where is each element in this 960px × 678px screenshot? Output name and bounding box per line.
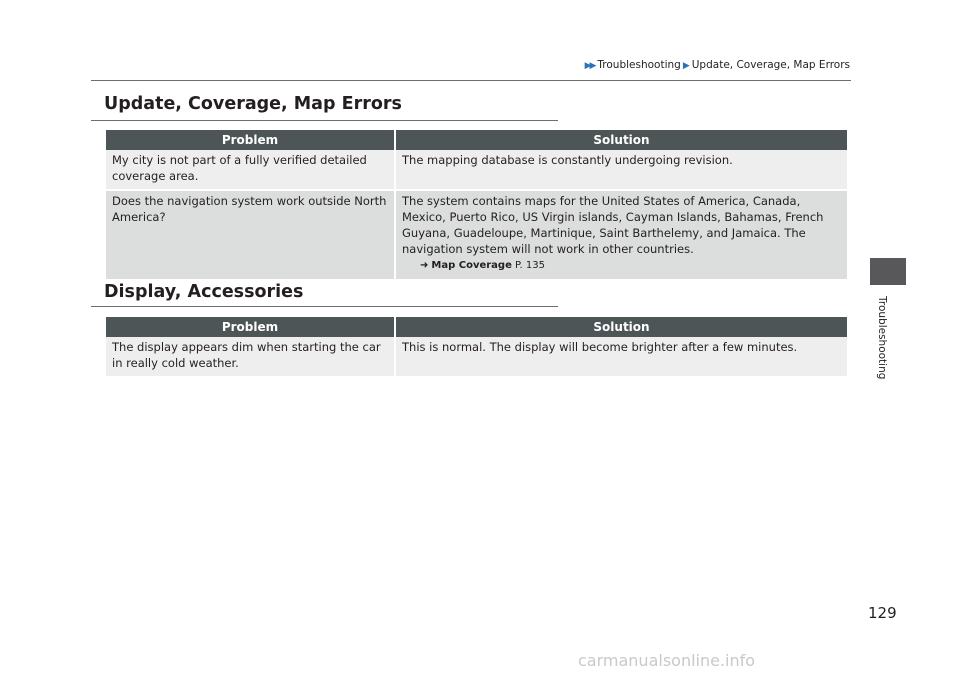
triangle-icon: ▶ [682,61,690,71]
table-row [106,190,847,279]
double-triangle-icon: ▶▶ [584,61,595,71]
chapter-side-label: Troubleshooting [876,296,888,380]
table-row [106,150,847,190]
reference-page: P. 135 [515,260,545,271]
problem-cell: My city is not part of a fully verified detailed coverage area. [106,150,395,190]
map-coverage-reference-link[interactable] [402,258,841,274]
breadcrumb-section[interactable]: Troubleshooting [597,59,681,71]
header-divider [91,80,851,81]
chapter-tab [870,258,906,285]
solution-cell [395,190,847,279]
reference-label: Map Coverage [431,260,512,271]
table-row [106,337,847,376]
table-update-coverage [106,130,847,279]
watermark: carmanualsonline.info [578,651,756,670]
section-title-display: Display, Accessories [104,282,304,302]
column-header-solution: Solution [395,317,847,337]
problem-cell: Does the navigation system work outside North America? [106,190,395,279]
page-number: 129 [868,604,897,622]
column-header-problem: Problem [106,317,395,337]
section-divider-update [91,120,558,121]
solution-cell: The mapping database is constantly undergoing revision. [395,150,847,190]
breadcrumb-page: Update, Coverage, Map Errors [691,59,850,71]
solution-text: The system contains maps for the United States of America, Canada, Mexico, Puerto Rico, US Virgin islands, Cayman Islands, Bahamas, French Guyana, Guadeloupe, Martinique, Saint Barthelemy, and Jamaica. The navigation system will not work in other countries. [402,194,824,256]
problem-cell: The display appears dim when starting the car in really cold weather. [106,337,395,376]
section-title-update: Update, Coverage, Map Errors [104,94,402,114]
table-display-accessories [106,317,847,376]
section-divider-display [91,306,558,307]
breadcrumb [585,59,850,71]
column-header-problem: Problem [106,130,395,150]
solution-cell: This is normal. The display will become brighter after a few minutes. [395,337,847,376]
reference-arrow-icon: ➜ [420,260,429,271]
column-header-solution: Solution [395,130,847,150]
